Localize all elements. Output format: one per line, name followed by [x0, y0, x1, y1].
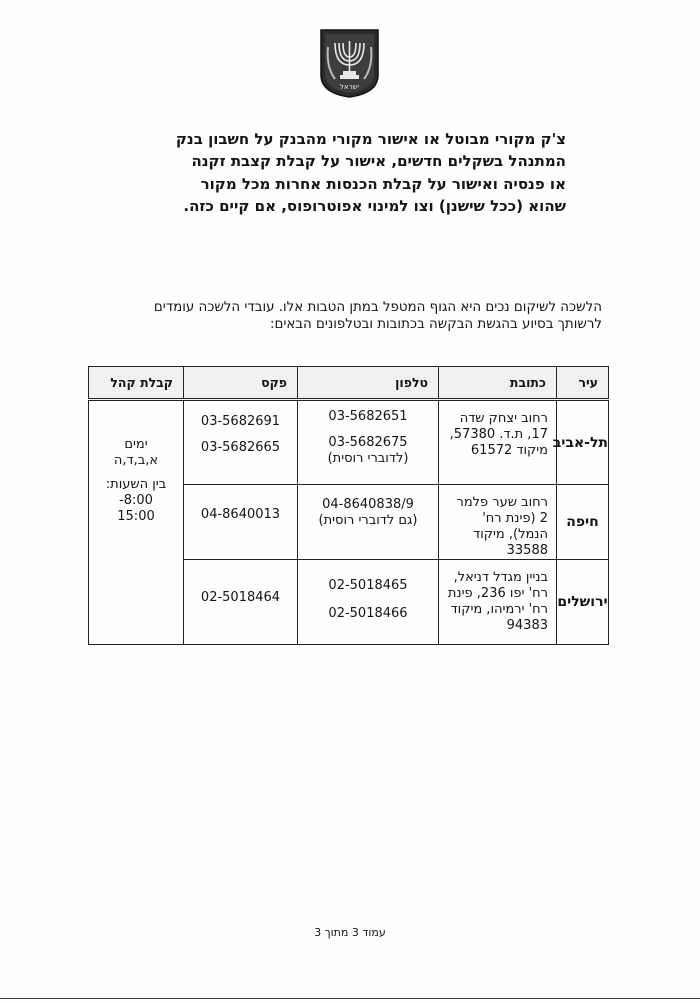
address-cell: בניין מגדל דניאל, רח' יפו 236, פינת רח' ירמיהו, מיקוד 94383	[439, 560, 557, 645]
table-row	[89, 400, 609, 485]
required-documents-paragraph	[140, 128, 566, 218]
phone-note: (גם לדוברי רוסית)	[318, 513, 418, 528]
phone-number: 03-5682675	[328, 435, 408, 450]
paragraph-line: המתנהל בשקלים חדשים, אישור על קבלת קצבת זקנה	[191, 152, 566, 171]
fax-number: 02-5018464	[200, 590, 281, 605]
fax-cell	[184, 560, 298, 645]
fax-cell	[184, 485, 298, 560]
header-city: עיר	[557, 367, 609, 400]
header-fax: פקס	[184, 367, 298, 400]
paragraph-line: לרשותך בסיוע בהגשת הבקשה בכתובות ובטלפונים הבאים:	[269, 316, 602, 332]
city-cell: תל-אביב	[557, 400, 609, 485]
reception-hours-to: 15:00	[117, 509, 155, 524]
state-of-israel-emblem-icon	[317, 27, 382, 99]
phone-cell	[298, 560, 439, 645]
table-header-row	[89, 367, 609, 400]
phone-number: 02-5018466	[328, 606, 408, 621]
fax-number: 03-5682665	[200, 440, 281, 455]
paragraph-line: שהוא (ככל שישנן) וצו למינוי אפוטרופוס, אם קיים כזה.	[183, 197, 566, 216]
header-address: כתובת	[439, 367, 557, 400]
phone-cell	[298, 485, 439, 560]
paragraph-line: צ'ק מקורי מבוטל או אישור מקורי מהבנק על חשבון בנק	[175, 130, 566, 148]
reception-hours-label: בין השעות:	[105, 477, 167, 492]
phone-note: (לדוברי רוסית)	[327, 451, 409, 466]
reception-days-label: ימים	[124, 437, 148, 452]
address-cell: רחוב יצחק שדה 17, ת.ד. 57380, מיקוד 61572	[439, 400, 557, 485]
city-cell: חיפה	[557, 485, 609, 560]
page-bottom-divider	[0, 998, 700, 999]
emblem-caption: ישראל	[339, 83, 360, 91]
phone-number: 02-5018465	[328, 578, 408, 593]
reception-days: א,ב,ד,ה	[113, 453, 159, 468]
phone-cell	[298, 400, 439, 485]
paragraph-line: הלשכה לשיקום נכים היא הגוף המטפל במתן הטבות אלו. עובדי הלשכה עומדים	[153, 300, 602, 315]
paragraph-line: או פנסיה ואישור על קבלת הכנסות אחרות מכל מקור	[200, 174, 566, 193]
header-reception: קבלת קהל	[89, 367, 184, 400]
city-cell: ירושלים	[557, 560, 609, 645]
reception-hours-from: 8:00-	[119, 493, 153, 508]
phone-number: 03-5682651	[328, 409, 408, 424]
phone-number: 04-8640838/9	[322, 497, 414, 512]
fax-cell	[184, 400, 298, 485]
fax-number: 04-8640013	[200, 507, 281, 522]
address-cell: רחוב שער פלמר 2 (פינת רח' הנמל), מיקוד 33588	[439, 485, 557, 560]
page-number: עמוד 3 מתוך 3	[314, 926, 386, 939]
fax-number: 03-5682691	[200, 414, 281, 429]
reception-hours-cell	[89, 400, 184, 645]
offices-table	[88, 366, 609, 645]
header-phone: טלפון	[298, 367, 439, 400]
intro-paragraph	[100, 300, 602, 333]
